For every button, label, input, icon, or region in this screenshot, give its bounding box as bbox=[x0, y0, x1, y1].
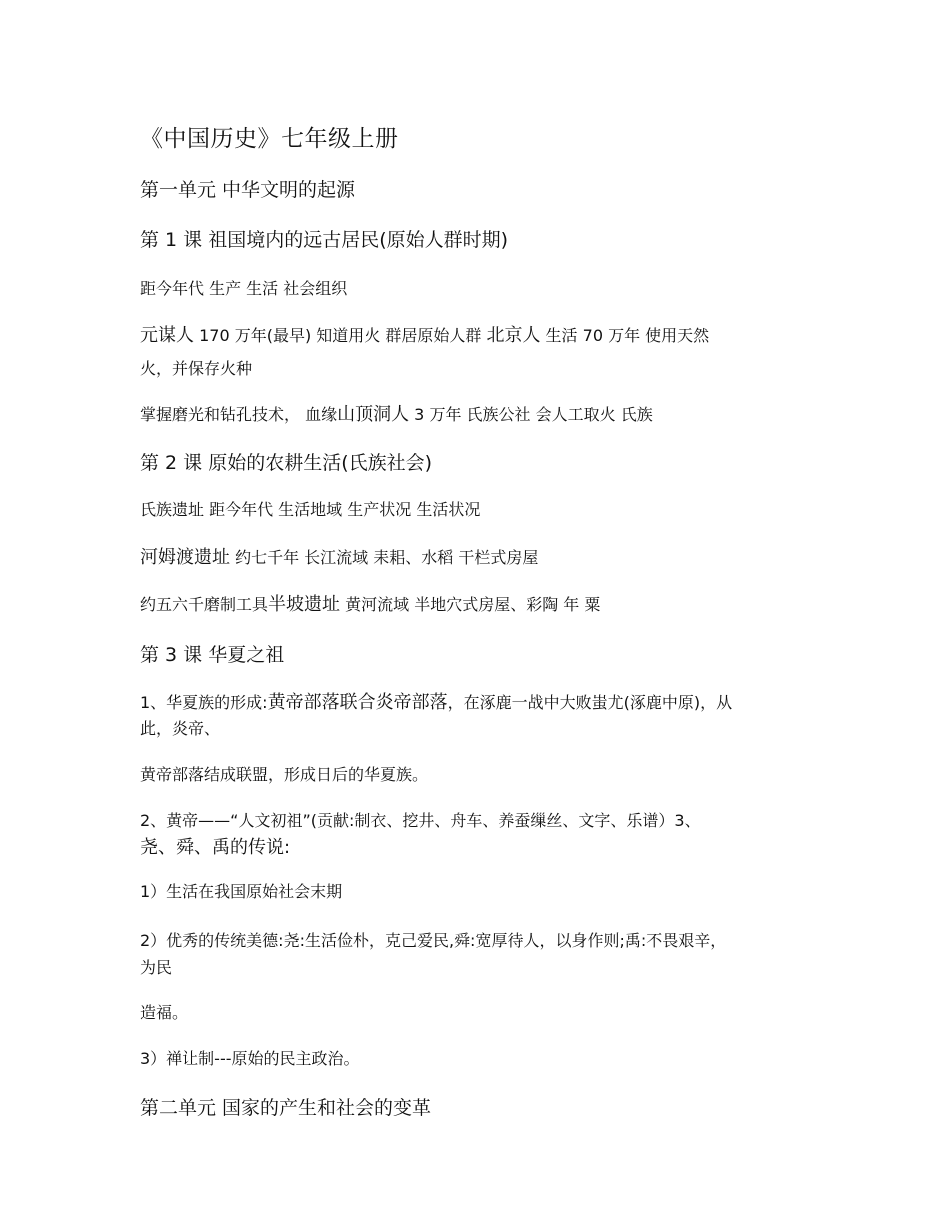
point-1-cont-2: 黄帝部落结成联盟，形成日后的华夏族。 bbox=[140, 765, 429, 784]
point-3-2-cont-2: 造福。 bbox=[140, 1003, 189, 1022]
point-3-1: 1）生活在我国原始社会末期 bbox=[140, 882, 343, 901]
lesson-2-row-1 bbox=[140, 543, 538, 569]
row-text: ，在涿鹿一战中大败蚩尤(涿鹿中原)，从 bbox=[447, 693, 733, 712]
row-text: 生活 70 万年 使用天然 bbox=[540, 326, 710, 345]
site-hemudu: 河姆渡遗址 bbox=[140, 547, 230, 568]
row-text: 3 万年 氏族公社 会人工取火 氏族 bbox=[409, 405, 653, 424]
row-text: 约七千年 长江流域 耒耜、水稻 干栏式房屋 bbox=[230, 548, 539, 567]
point-2: 2、黄帝——“人文初祖”(贡献:制衣、挖井、舟车、养蚕缫丝、文字、乐谱）3、 bbox=[140, 811, 701, 830]
unit-2-heading: 第二单元 国家的产生和社会的变革 bbox=[140, 1097, 432, 1119]
lesson-1-row-1 bbox=[140, 321, 709, 347]
document-title: 《中国历史》七年级上册 bbox=[140, 126, 399, 152]
lesson-1-heading: 第 1 课 祖国境内的远古居民(原始人群时期) bbox=[140, 229, 509, 251]
row-text: 约五六千磨制工具 bbox=[140, 595, 269, 614]
point-3-2-cont: 为民 bbox=[140, 958, 173, 977]
point-3-3: 3）禅让制---原始的民主政治。 bbox=[140, 1049, 360, 1068]
site-banpo: 半坡遗址 bbox=[268, 594, 341, 615]
lesson-3-heading: 第 3 课 华夏之祖 bbox=[140, 644, 285, 666]
lesson-1-table-header: 距今年代 生产 生活 社会组织 bbox=[140, 279, 348, 298]
lesson-2-table-header: 氏族遗址 距今年代 生活地域 生产状况 生活状况 bbox=[140, 500, 481, 519]
site-beijing: 北京人 bbox=[486, 325, 541, 346]
point-1-cont: 此，炎帝、 bbox=[140, 719, 221, 738]
unit-1-heading: 第一单元 中华文明的起源 bbox=[140, 179, 356, 201]
site-shandingdong: 山顶洞人 bbox=[337, 404, 410, 425]
point-3: 尧、舜、禹的传说: bbox=[140, 837, 291, 858]
lesson-1-row-2 bbox=[140, 400, 653, 426]
row-text: 黄河流域 半地穴式房屋、彩陶 年 粟 bbox=[340, 595, 601, 614]
huangdi-alliance: 黄帝部落联合炎帝部落 bbox=[267, 692, 448, 713]
row-text: 掌握磨光和钻孔技术， 血缘 bbox=[140, 405, 338, 424]
row-text: 170 万年(最早) 知道用火 群居原始人群 bbox=[194, 326, 487, 345]
lesson-2-heading: 第 2 课 原始的农耕生活(氏族社会) bbox=[140, 452, 433, 474]
lesson-2-row-2 bbox=[140, 590, 600, 616]
point-label: 1、华夏族的形成: bbox=[140, 693, 268, 712]
point-1 bbox=[140, 688, 732, 714]
site-yuanmou: 元谋人 bbox=[140, 325, 194, 346]
point-3-2: 2）优秀的传统美德:尧:生活俭朴，克己爱民,舜:宽厚待人，以身作则;禹:不畏艰辛， bbox=[140, 931, 727, 950]
lesson-1-row-1-cont: 火，并保存火种 bbox=[140, 359, 253, 378]
